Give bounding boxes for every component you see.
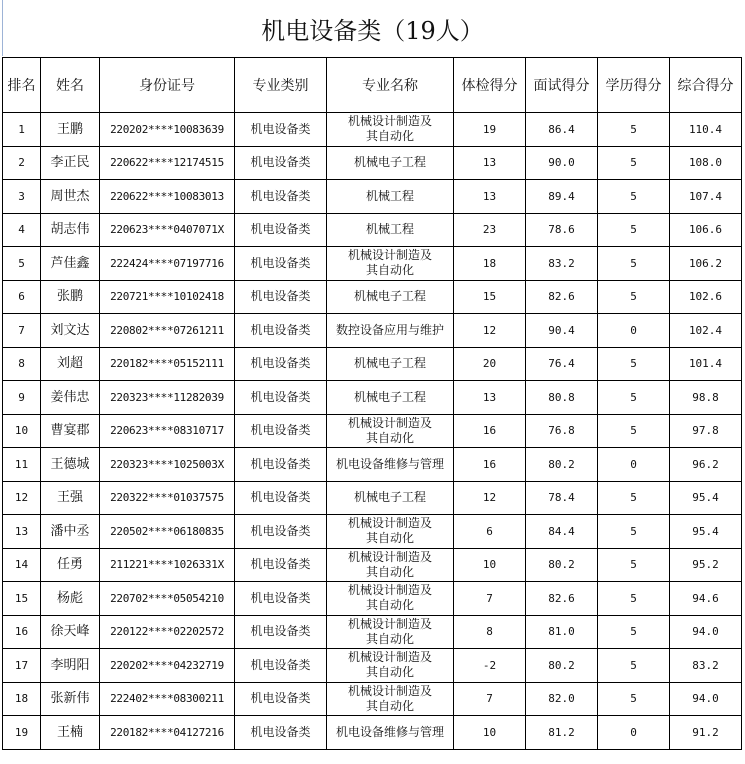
cell-total[interactable]: 102.6	[670, 280, 742, 314]
cell-name[interactable]: 刘文达	[41, 314, 100, 348]
cell-interview[interactable]: 80.2	[526, 548, 598, 582]
table-row	[3, 548, 742, 582]
cell-total[interactable]: 98.8	[670, 381, 742, 415]
cell-education[interactable]: 5	[598, 481, 670, 515]
cell-total[interactable]: 110.4	[670, 113, 742, 147]
table-row	[3, 180, 742, 214]
cell-id[interactable]: 220182****05152111	[100, 347, 235, 381]
table-row	[3, 649, 742, 683]
cell-rank[interactable]: 2	[3, 146, 41, 180]
cell-name[interactable]: 王强	[41, 481, 100, 515]
cell-rank[interactable]: 5	[3, 247, 41, 281]
cell-physical[interactable]: 16	[454, 414, 526, 448]
cell-total[interactable]: 95.2	[670, 548, 742, 582]
cell-id[interactable]: 220202****04232719	[100, 649, 235, 683]
cell-rank[interactable]: 14	[3, 548, 41, 582]
cell-physical[interactable]: 23	[454, 213, 526, 247]
cell-interview[interactable]: 90.0	[526, 146, 598, 180]
table-row	[3, 146, 742, 180]
cell-major[interactable]: 数控设备应用与维护	[327, 314, 454, 348]
cell-physical[interactable]: 12	[454, 314, 526, 348]
cell-interview[interactable]: 86.4	[526, 113, 598, 147]
header-id[interactable]: 身份证号	[100, 58, 235, 113]
cell-category[interactable]: 机电设备类	[235, 247, 327, 281]
cell-interview[interactable]: 82.6	[526, 582, 598, 616]
cell-total[interactable]: 94.0	[670, 682, 742, 716]
cell-name[interactable]: 胡志伟	[41, 213, 100, 247]
cell-education[interactable]: 5	[598, 649, 670, 683]
cell-id[interactable]: 220802****07261211	[100, 314, 235, 348]
cell-total[interactable]: 106.6	[670, 213, 742, 247]
cell-category[interactable]: 机电设备类	[235, 213, 327, 247]
cell-major[interactable]: 机械设计制造及其自动化	[327, 649, 454, 683]
cell-education[interactable]: 5	[598, 682, 670, 716]
cell-id[interactable]: 211221****1026331X	[100, 548, 235, 582]
cell-name[interactable]: 李正民	[41, 146, 100, 180]
cell-education[interactable]: 5	[598, 280, 670, 314]
cell-category[interactable]: 机电设备类	[235, 548, 327, 582]
cell-education[interactable]: 5	[598, 414, 670, 448]
cell-name[interactable]: 杨彪	[41, 582, 100, 616]
cell-category[interactable]: 机电设备类	[235, 113, 327, 147]
cell-id[interactable]: 220622****12174515	[100, 146, 235, 180]
table-row	[3, 481, 742, 515]
cell-physical[interactable]: 10	[454, 716, 526, 750]
cell-physical[interactable]: 13	[454, 146, 526, 180]
cell-category[interactable]: 机电设备类	[235, 582, 327, 616]
cell-total[interactable]: 106.2	[670, 247, 742, 281]
cell-category[interactable]: 机电设备类	[235, 682, 327, 716]
cell-major[interactable]: 机械设计制造及其自动化	[327, 582, 454, 616]
cell-name[interactable]: 王鹏	[41, 113, 100, 147]
table-row	[3, 716, 742, 750]
cell-id[interactable]: 220322****01037575	[100, 481, 235, 515]
cell-interview[interactable]: 80.8	[526, 381, 598, 415]
cell-physical[interactable]: -2	[454, 649, 526, 683]
cell-category[interactable]: 机电设备类	[235, 146, 327, 180]
cell-interview[interactable]: 81.0	[526, 615, 598, 649]
cell-major[interactable]: 机械工程	[327, 180, 454, 214]
cell-major[interactable]: 机械电子工程	[327, 381, 454, 415]
cell-total[interactable]: 91.2	[670, 716, 742, 750]
cell-interview[interactable]: 76.8	[526, 414, 598, 448]
cell-interview[interactable]: 82.0	[526, 682, 598, 716]
cell-name[interactable]: 张鹏	[41, 280, 100, 314]
cell-category[interactable]: 机电设备类	[235, 314, 327, 348]
cell-interview[interactable]: 83.2	[526, 247, 598, 281]
cell-major[interactable]: 机电设备维修与管理	[327, 448, 454, 482]
cell-id[interactable]: 222402****08300211	[100, 682, 235, 716]
cell-rank[interactable]: 6	[3, 280, 41, 314]
cell-total[interactable]: 95.4	[670, 515, 742, 549]
cell-id[interactable]: 220202****10083639	[100, 113, 235, 147]
header-category[interactable]: 专业类别	[235, 58, 327, 113]
cell-total[interactable]: 94.0	[670, 615, 742, 649]
cell-physical[interactable]: 7	[454, 582, 526, 616]
cell-name[interactable]: 王楠	[41, 716, 100, 750]
cell-rank[interactable]: 16	[3, 615, 41, 649]
cell-category[interactable]: 机电设备类	[235, 414, 327, 448]
cell-category[interactable]: 机电设备类	[235, 515, 327, 549]
cell-category[interactable]: 机电设备类	[235, 649, 327, 683]
cell-physical[interactable]: 18	[454, 247, 526, 281]
cell-interview[interactable]: 80.2	[526, 448, 598, 482]
table-row	[3, 213, 742, 247]
cell-id[interactable]: 220502****06180835	[100, 515, 235, 549]
cell-major[interactable]: 机械设计制造及其自动化	[327, 682, 454, 716]
cell-total[interactable]: 107.4	[670, 180, 742, 214]
cell-physical[interactable]: 10	[454, 548, 526, 582]
cell-rank[interactable]: 4	[3, 213, 41, 247]
cell-id[interactable]: 220323****1025003X	[100, 448, 235, 482]
cell-id[interactable]: 220623****0407071X	[100, 213, 235, 247]
cell-major[interactable]: 机械设计制造及其自动化	[327, 247, 454, 281]
cell-education[interactable]: 5	[598, 582, 670, 616]
header-education[interactable]: 学历得分	[598, 58, 670, 113]
cell-major[interactable]: 机械工程	[327, 213, 454, 247]
cell-interview[interactable]: 82.6	[526, 280, 598, 314]
cell-physical[interactable]: 16	[454, 448, 526, 482]
cell-education[interactable]: 5	[598, 515, 670, 549]
header-row	[3, 58, 742, 113]
cell-name[interactable]: 徐天峰	[41, 615, 100, 649]
header-name[interactable]: 姓名	[41, 58, 100, 113]
cell-total[interactable]: 95.4	[670, 481, 742, 515]
cell-education[interactable]: 5	[598, 146, 670, 180]
sheet-title: 机电设备类（19人）	[2, 0, 742, 56]
cell-education[interactable]: 0	[598, 448, 670, 482]
cell-rank[interactable]: 9	[3, 381, 41, 415]
table-row	[3, 448, 742, 482]
cell-rank[interactable]: 1	[3, 113, 41, 147]
table-row	[3, 113, 742, 147]
cell-interview[interactable]: 78.4	[526, 481, 598, 515]
cell-rank[interactable]: 12	[3, 481, 41, 515]
cell-total[interactable]: 102.4	[670, 314, 742, 348]
cell-rank[interactable]: 3	[3, 180, 41, 214]
cell-rank[interactable]: 8	[3, 347, 41, 381]
cell-major[interactable]: 机电设备维修与管理	[327, 716, 454, 750]
cell-physical[interactable]: 7	[454, 682, 526, 716]
cell-category[interactable]: 机电设备类	[235, 615, 327, 649]
cell-major[interactable]: 机械电子工程	[327, 146, 454, 180]
cell-total[interactable]: 96.2	[670, 448, 742, 482]
cell-rank[interactable]: 18	[3, 682, 41, 716]
cell-rank[interactable]: 15	[3, 582, 41, 616]
cell-education[interactable]: 5	[598, 548, 670, 582]
cell-physical[interactable]: 13	[454, 180, 526, 214]
header-rank[interactable]: 排名	[3, 58, 41, 113]
cell-physical[interactable]: 13	[454, 381, 526, 415]
cell-name[interactable]: 李明阳	[41, 649, 100, 683]
header-physical[interactable]: 体检得分	[454, 58, 526, 113]
cell-interview[interactable]: 78.6	[526, 213, 598, 247]
cell-education[interactable]: 5	[598, 615, 670, 649]
cell-education[interactable]: 5	[598, 247, 670, 281]
cell-rank[interactable]: 13	[3, 515, 41, 549]
cell-name[interactable]: 周世杰	[41, 180, 100, 214]
header-total[interactable]: 综合得分	[670, 58, 742, 113]
cell-total[interactable]: 97.8	[670, 414, 742, 448]
cell-physical[interactable]: 8	[454, 615, 526, 649]
cell-major[interactable]: 机械设计制造及其自动化	[327, 113, 454, 147]
cell-total[interactable]: 108.0	[670, 146, 742, 180]
table-row	[3, 515, 742, 549]
cell-id[interactable]: 222424****07197716	[100, 247, 235, 281]
cell-rank[interactable]: 17	[3, 649, 41, 683]
cell-name[interactable]: 芦佳鑫	[41, 247, 100, 281]
table-row	[3, 314, 742, 348]
cell-total[interactable]: 83.2	[670, 649, 742, 683]
cell-major[interactable]: 机械电子工程	[327, 280, 454, 314]
cell-category[interactable]: 机电设备类	[235, 716, 327, 750]
cell-major[interactable]: 机械电子工程	[327, 481, 454, 515]
cell-major[interactable]: 机械设计制造及其自动化	[327, 515, 454, 549]
cell-rank[interactable]: 19	[3, 716, 41, 750]
cell-education[interactable]: 5	[598, 113, 670, 147]
cell-physical[interactable]: 19	[454, 113, 526, 147]
table-row	[3, 582, 742, 616]
table-row	[3, 615, 742, 649]
cell-name[interactable]: 曹宴郡	[41, 414, 100, 448]
cell-id[interactable]: 220702****05054210	[100, 582, 235, 616]
cell-education[interactable]: 0	[598, 314, 670, 348]
cell-id[interactable]: 220323****11282039	[100, 381, 235, 415]
cell-name[interactable]: 王德城	[41, 448, 100, 482]
cell-education[interactable]: 0	[598, 716, 670, 750]
cell-id[interactable]: 220721****10102418	[100, 280, 235, 314]
cell-rank[interactable]: 10	[3, 414, 41, 448]
cell-category[interactable]: 机电设备类	[235, 381, 327, 415]
cell-category[interactable]: 机电设备类	[235, 347, 327, 381]
cell-name[interactable]: 潘中丞	[41, 515, 100, 549]
cell-interview[interactable]: 80.2	[526, 649, 598, 683]
cell-id[interactable]: 220122****02202572	[100, 615, 235, 649]
cell-major[interactable]: 机械电子工程	[327, 347, 454, 381]
table-row	[3, 414, 742, 448]
cell-interview[interactable]: 76.4	[526, 347, 598, 381]
cell-name[interactable]: 刘超	[41, 347, 100, 381]
cell-name[interactable]: 张新伟	[41, 682, 100, 716]
cell-education[interactable]: 5	[598, 381, 670, 415]
cell-education[interactable]: 5	[598, 213, 670, 247]
cell-rank[interactable]: 11	[3, 448, 41, 482]
cell-category[interactable]: 机电设备类	[235, 280, 327, 314]
cell-id[interactable]: 220623****08310717	[100, 414, 235, 448]
table-row	[3, 347, 742, 381]
table-row	[3, 381, 742, 415]
cell-major[interactable]: 机械设计制造及其自动化	[327, 548, 454, 582]
cell-rank[interactable]: 7	[3, 314, 41, 348]
cell-interview[interactable]: 89.4	[526, 180, 598, 214]
header-major[interactable]: 专业名称	[327, 58, 454, 113]
cell-physical[interactable]: 12	[454, 481, 526, 515]
cell-id[interactable]: 220622****10083013	[100, 180, 235, 214]
table-row	[3, 247, 742, 281]
cell-physical[interactable]: 15	[454, 280, 526, 314]
cell-education[interactable]: 5	[598, 347, 670, 381]
cell-major[interactable]: 机械设计制造及其自动化	[327, 414, 454, 448]
results-table	[2, 57, 742, 750]
cell-total[interactable]: 101.4	[670, 347, 742, 381]
cell-category[interactable]: 机电设备类	[235, 481, 327, 515]
cell-major[interactable]: 机械设计制造及其自动化	[327, 615, 454, 649]
cell-name[interactable]: 姜伟忠	[41, 381, 100, 415]
header-interview[interactable]: 面试得分	[526, 58, 598, 113]
cell-total[interactable]: 94.6	[670, 582, 742, 616]
cell-category[interactable]: 机电设备类	[235, 448, 327, 482]
cell-category[interactable]: 机电设备类	[235, 180, 327, 214]
cell-interview[interactable]: 90.4	[526, 314, 598, 348]
table-row	[3, 682, 742, 716]
cell-name[interactable]: 任勇	[41, 548, 100, 582]
cell-education[interactable]: 5	[598, 180, 670, 214]
cell-interview[interactable]: 81.2	[526, 716, 598, 750]
cell-id[interactable]: 220182****04127216	[100, 716, 235, 750]
cell-interview[interactable]: 84.4	[526, 515, 598, 549]
cell-physical[interactable]: 6	[454, 515, 526, 549]
table-row	[3, 280, 742, 314]
cell-physical[interactable]: 20	[454, 347, 526, 381]
